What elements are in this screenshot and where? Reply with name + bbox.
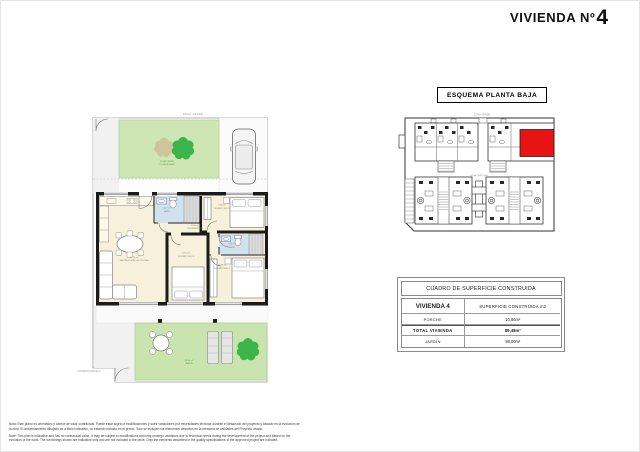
table-row-jardin-label: JARDÍN — [402, 336, 466, 347]
room-bano1-area: 4,20 m² — [163, 207, 171, 210]
round-table-icon — [150, 332, 173, 355]
page-title — [510, 6, 608, 29]
site-stair-stub-right — [490, 161, 506, 172]
room-distribuidor-name: DISTRIBUIDOR — [187, 228, 203, 230]
surface-table — [397, 277, 565, 352]
sink-icon-bath2 — [222, 236, 231, 242]
site-zona-peatonal-label: ZONA PEATONAL — [469, 174, 489, 177]
room-bano2-name: BAÑO — [228, 246, 236, 249]
floor-plan — [56, 101, 286, 401]
wardrobe-icon-dormitorio2 — [204, 198, 211, 220]
table-row-total-value: 89,48m² — [465, 325, 560, 336]
sink-icon-bath1 — [157, 198, 167, 204]
disclaimer-es: Nota: Este plano es orientativo y carece de valor contractual. Puede estar sujeto a modificaciones y sufrir variaciones por necesidades técnicas durante el desarrollo del proyecto y basado en la evolución de la obra. El amueblamiento dibujado es a título indicativo, no estando incluido en el precio. Sólo se incluyen los elementos descritos en la memoria de calidades del Proyecto visado. — [9, 422, 300, 431]
zona-verde-top-label: ZONA VERDE — [182, 113, 204, 116]
table-row-porche-value: 10,86m² — [465, 314, 560, 325]
porch-strip — [96, 306, 268, 323]
window-bottom — [119, 302, 242, 306]
dining-table-icon — [116, 231, 144, 258]
garden-label-line1: 98,00 m² — [184, 360, 194, 362]
site-left-stairs — [405, 179, 414, 223]
highlighted-unit-4 — [520, 130, 554, 157]
green-top-label-line2: COMUNITARIA — [159, 164, 175, 166]
disclaimer — [9, 422, 301, 446]
site-zona-verde-label: ZONA VERDE — [473, 113, 491, 117]
table-header-vivienda: VIVIENDA 4 — [402, 299, 466, 314]
site-plan — [396, 109, 566, 239]
page-title-number: 4 — [596, 6, 608, 29]
toilet-icon-bath1 — [170, 198, 177, 209]
site-stair-stub-left — [438, 161, 454, 172]
green-top-label-line1: ZONA VERDE — [159, 160, 175, 163]
room-dormitorio1-name: DORMITORIO 1 — [213, 267, 231, 270]
surface-table-grid — [401, 298, 562, 348]
room-bano1-name: BAÑO — [163, 210, 171, 213]
room-salon-name: SALÓN-COMEDOR-COCINA — [119, 260, 149, 262]
room-dormitorio3-name: DORMITORIO 3 — [177, 255, 195, 258]
table-row-total-label: TOTAL VIVIENDA — [402, 325, 466, 336]
table-row-jardin-value: 98,00m² — [505, 339, 521, 344]
parcel-access-label: INTERIOR PARCELA — [77, 370, 101, 373]
surface-table-title: CUADRO DE SUPERFICIE CONSTRUIDA — [401, 281, 562, 296]
table-row-porche-label: PORCHE — [402, 314, 466, 325]
esquema-title-box — [437, 87, 547, 103]
room-dormitorio3-area: 8,90 m² — [182, 252, 190, 255]
room-bano2-area: 3,95 m² — [228, 243, 236, 246]
table-header-superficie: SUPERFICIE CONSTRUIDA m2 — [465, 299, 560, 314]
room-salon-area: 24,76 m² — [129, 256, 139, 259]
room-dormitorio2-name: DORMITORIO 2 — [213, 207, 231, 210]
page-title-prefix: VIVIENDA Nº — [510, 10, 596, 25]
esquema-title: ESQUEMA PLANTA BAJA — [447, 92, 538, 99]
disclaimer-en: Note: This plan is indicative and has no contractual value. It may be subject to modifications and may undergo variations due to technical needs during the development of the project and based on the evolution of the work. The furnishings shown are indicative only and are not included in the price. Only the elements described in the quality specifications of the approved project are included. — [9, 433, 291, 443]
room-dormitorio1-area: 11,80 m² — [217, 264, 227, 267]
shower1-icon — [184, 196, 200, 223]
bed-icon-dormitorio3 — [172, 267, 204, 300]
car-icon — [231, 129, 258, 184]
garden-label-line2: JARDÍN — [185, 363, 193, 366]
room-dormitorio2-area: 9,85 m² — [218, 204, 226, 207]
room-distribuidor-area: 4,06 m² — [191, 224, 199, 227]
